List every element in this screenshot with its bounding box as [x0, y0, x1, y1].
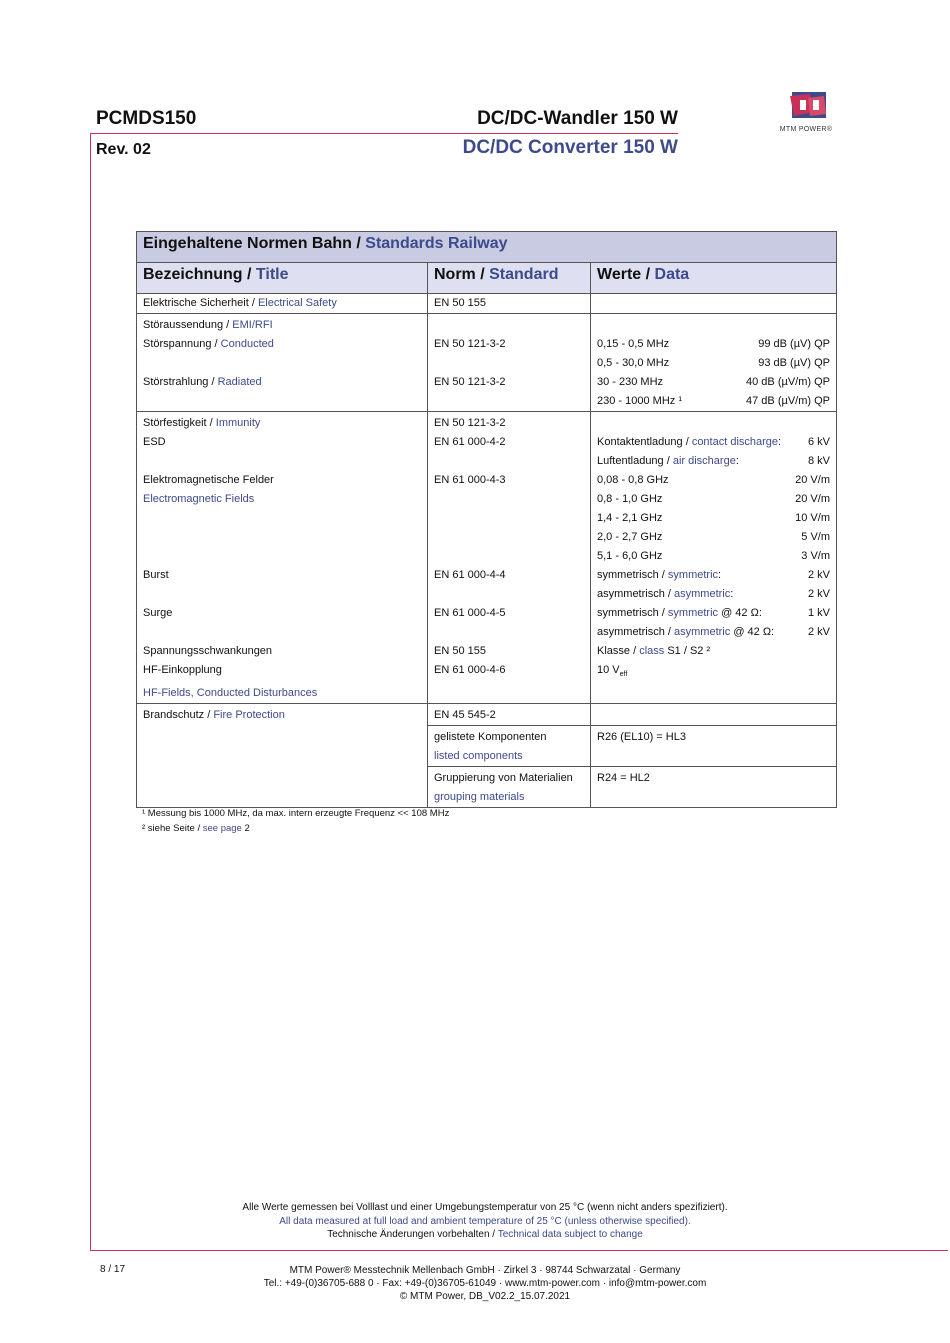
table-title: Eingehaltene Normen Bahn / Standards Railway — [137, 232, 837, 263]
table-row: Gruppierung von Materialien R24 = HL2 — [137, 767, 837, 789]
header-rule — [90, 133, 678, 134]
table-row: 1,4 - 2,1 GHz 10 V/m — [137, 509, 837, 528]
logo-text: MTM POWER® — [779, 126, 833, 133]
footnote-1: ¹ Messung bis 1000 MHz, da max. intern erzeugte Frequenz << 108 MHz — [142, 808, 450, 819]
table-row: 5,1 - 6,0 GHz 3 V/m — [137, 547, 837, 566]
company-contact: Tel.: +49-(0)36705-688 0 · Fax: +49-(0)36705-61049 · www.mtm-power.com · info@mtm-power.com — [263, 1278, 707, 1289]
title-german: DC/DC-Wandler 150 W — [477, 108, 678, 129]
table-row: HF-Fields, Conducted Disturbances — [137, 684, 837, 704]
company-address: MTM Power® Messtechnik Mellenbach GmbH · Zirkel 3 · 98744 Schwarzatal · Germany — [289, 1265, 681, 1276]
table-row: Elektrische Sicherheit / Electrical Safety EN 50 155 — [137, 294, 837, 314]
table-row: Elektromagnetische Felder EN 61 000-4-3 0,08 - 0,8 GHz 20 V/m — [137, 471, 837, 490]
standards-railway-table — [136, 231, 837, 808]
table-row: 2,0 - 2,7 GHz 5 V/m — [137, 528, 837, 547]
footer-change-note: Technische Änderungen vorbehalten / Technical data subject to change — [327, 1229, 643, 1240]
table-row: Brandschutz / Fire Protection EN 45 545-2 — [137, 704, 837, 726]
footer-note-german: Alle Werte gemessen bei Volllast und einer Umgebungstemperatur von 25 °C (wenn nicht anders spezifiziert). — [242, 1202, 728, 1213]
table-row: Störfestigkeit / Immunity EN 50 121-3-2 — [137, 412, 837, 434]
title-english: DC/DC Converter 150 W — [462, 137, 678, 158]
table-row: Luftentladung / air discharge: 8 kV — [137, 452, 837, 471]
table-row: ESD EN 61 000-4-2 Kontaktentladung / contact discharge: 6 kV — [137, 433, 837, 452]
table-row: Störaussendung / EMI/RFI — [137, 314, 837, 336]
table-row: HF-Einkopplung EN 61 000-4-6 10 $V_{eff}$ — [137, 661, 837, 684]
table-row: Surge EN 61 000-4-5 symmetrisch / symmetric @ 42 Ω: 1 kV — [137, 604, 837, 623]
table-row: Störspannung / Conducted EN 50 121-3-2 0,15 - 0,5 MHz 99 dB (µV) QP — [137, 335, 837, 354]
table-row: asymmetrisch / asymmetric: 2 kV — [137, 585, 837, 604]
revision: Rev. 02 — [96, 141, 151, 158]
table-row: gelistete Komponenten R26 (EL10) = HL3 — [137, 726, 837, 748]
table-row: 0,5 - 30,0 MHz 93 dB (µV) QP — [137, 354, 837, 373]
table-row: Electromagnetic Fields 0,8 - 1,0 GHz 20 V/m — [137, 490, 837, 509]
table-row: Spannungsschwankungen EN 50 155 Klasse / class S1 / S2 ² — [137, 642, 837, 661]
table-row: grouping materials — [137, 788, 837, 808]
left-rule — [90, 133, 91, 1250]
table-row: Störstrahlung / Radiated EN 50 121-3-2 30 - 230 MHz 40 dB (µV/m) QP — [137, 373, 837, 392]
col-header-standard: Norm / Standard — [428, 263, 591, 294]
footer-note-english: All data measured at full load and ambient temperature of 25 °C (unless otherwise specified). — [279, 1216, 691, 1227]
col-header-title: Bezeichnung / Title — [137, 263, 428, 294]
table-row: 230 - 1000 MHz ¹ 47 dB (µV/m) QP — [137, 392, 837, 412]
footer-rule — [90, 1250, 948, 1251]
col-header-data: Werte / Data — [591, 263, 837, 294]
table-row: Burst EN 61 000-4-4 symmetrisch / symmetric: 2 kV — [137, 566, 837, 585]
table-row: asymmetrisch / asymmetric @ 42 Ω: 2 kV — [137, 623, 837, 642]
page-number: 8 / 17 — [100, 1264, 126, 1275]
copyright: © MTM Power, DB_V02.2_15.07.2021 — [399, 1291, 571, 1302]
product-name: PCMDS150 — [96, 108, 197, 129]
table-row: listed components — [137, 747, 837, 767]
footnote-2: ² siehe Seite / see page 2 — [142, 823, 250, 834]
